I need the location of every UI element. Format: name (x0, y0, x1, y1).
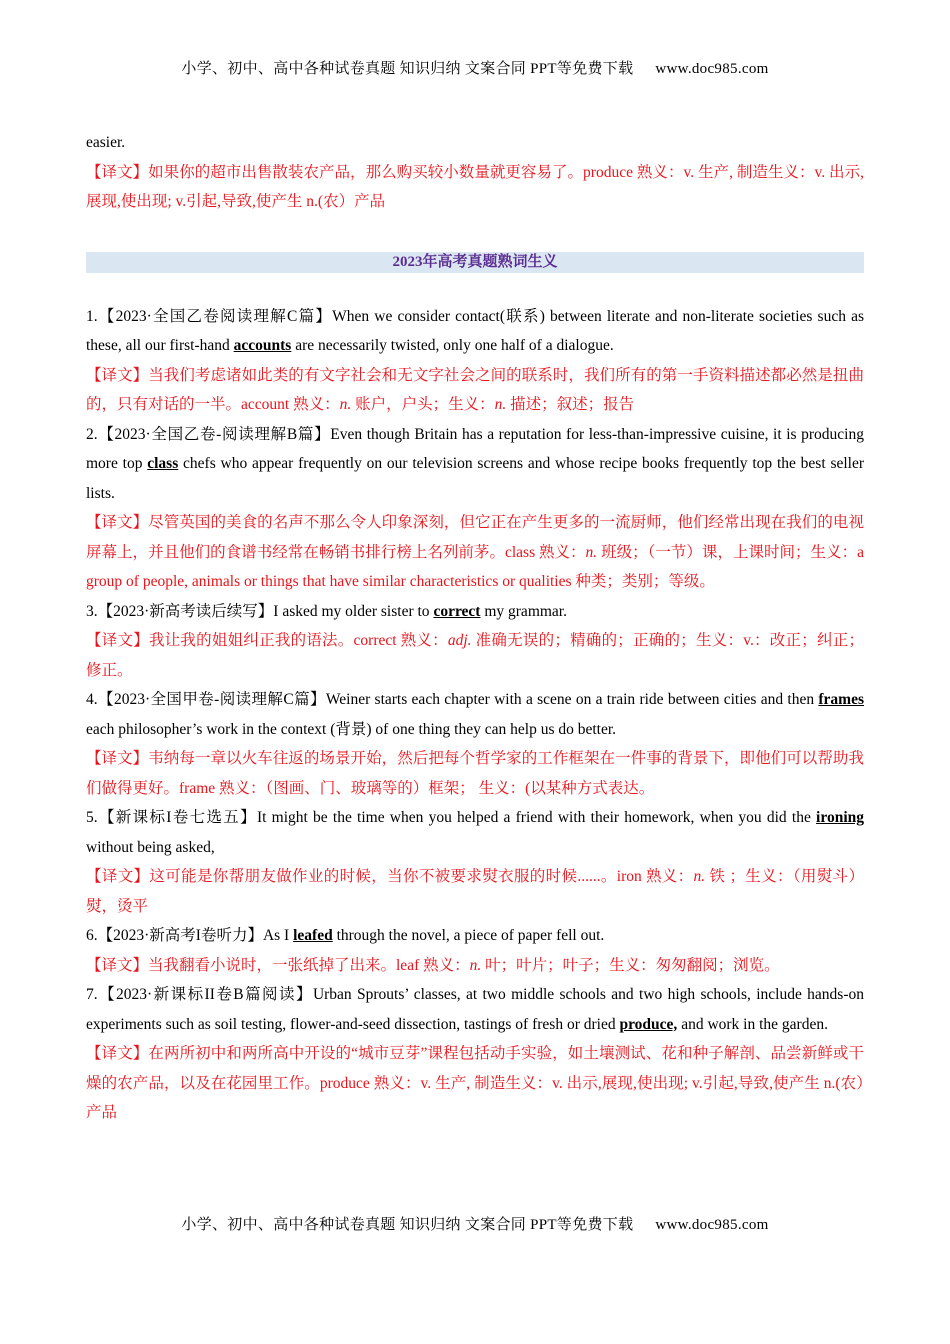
section-title: 2023年高考真题熟词生义 (86, 252, 864, 273)
item-keyword: frames (818, 691, 864, 708)
intro-translation: 【译文】如果你的超市出售散装农产品，那么购买较小数量就更容易了。produce 熟义：v. 生产, 制造生义：v. 出示,展现,使出现; v.引起,导致,使产生 n.(农）产品 (86, 163, 864, 210)
item-list (86, 302, 864, 1128)
item-sentence: 6.【2023·新高考I卷听力】As I leafed through the novel, a piece of paper fell out. (86, 927, 605, 944)
document-body (86, 128, 864, 1128)
item-keyword: produce, (619, 1015, 678, 1033)
item-source: 4.【2023·全国甲卷-阅读理解C篇】 (86, 691, 326, 708)
list-item (86, 420, 864, 597)
list-item (86, 302, 864, 420)
item-keyword: leafed (293, 927, 333, 944)
item-sentence: 4.【2023·全国甲卷-阅读理解C篇】Weiner starts each chapter with a scene on a train ride between cities and then frames each philosopher’s work in the context (背景) of one thing they can help us do better. (86, 691, 864, 738)
item-source: 7.【2023·新课标II卷B篇阅读】 (86, 986, 313, 1003)
footer-site: www.doc985.com (655, 1217, 769, 1233)
item-translation: 【译文】当我们考虑诸如此类的有文字社会和无文字社会之间的联系时，我们所有的第一手资料描述都必然是扭曲的，只有对话的一半。account 熟义：n. 账户，户头；生义：n. 描述；叙述；报告 (86, 366, 864, 413)
header-text: 小学、初中、高中各种试卷真题 知识归纳 文案合同 PPT等免费下载 (181, 61, 634, 77)
item-translation: 【译文】在两所初中和两所高中开设的“城市豆芽”课程包括动手实验，如土壤测试、花和种子解剖、品尝新鲜或干燥的农产品，以及在花园里工作。produce 熟义：v. 生产, 制造生义：v. 出示,展现,使出现; v.引起,导致,使产生 n.(农）产品 (86, 1045, 864, 1121)
item-source: 6.【2023·新高考I卷听力】 (86, 927, 263, 944)
item-sentence: 5.【新课标I卷七选五】It might be the time when you helped a friend with their homework, when you did the ironing without being asked, (86, 809, 864, 856)
item-sentence: 7.【2023·新课标II卷B篇阅读】Urban Sprouts’ classes, at two middle schools and two high schools, include hands-on experiments such as soil testing, flower-and-seed dissection, tastings of fresh or dried produce, and work in the garden. (86, 986, 864, 1033)
item-source: 5.【新课标I卷七选五】 (86, 809, 257, 826)
item-translation: 【译文】当我翻看小说时，一张纸掉了出来。leaf 熟义：n. 叶；叶片；叶子；生义：匆匆翻阅；浏览。 (86, 956, 780, 974)
list-item (86, 597, 864, 686)
item-keyword: accounts (233, 337, 292, 354)
list-item (86, 980, 864, 1128)
page-header (0, 57, 950, 78)
list-item (86, 921, 864, 980)
item-translation: 【译文】尽管英国的美食的名声不那么令人印象深刻，但它正在产生更多的一流厨师，他们经常出现在我们的电视屏幕上，并且他们的食谱书经常在畅销书排行榜上名列前茅。class 熟义：n. 班级；（一节）课，上课时间；生义：a group of people, animals or things that have similar characteristics or qualities 种类；类别；等级。 (86, 514, 864, 590)
item-sentence: 3.【2023·新高考读后续写】I asked my older sister to correct my grammar. (86, 602, 567, 620)
item-translation: 【译文】韦纳每一章以火车往返的场景开始，然后把每个哲学家的工作框架在一件事的背景下，即他们可以帮助我们做得更好。frame 熟义：（图画、门、玻璃等的）框架； 生义：(以某种方式表达。 (86, 750, 864, 797)
list-item (86, 685, 864, 803)
item-translation: 【译文】这可能是你帮朋友做作业的时候，当你不被要求熨衣服的时候......。iron 熟义：n. 铁 ；生义：（用熨斗）熨，烫平 (86, 868, 864, 915)
item-source: 3.【2023·新高考读后续写】 (86, 602, 274, 620)
item-source: 2.【2023·全国乙卷-阅读理解B篇】 (86, 425, 331, 443)
item-sentence: 2.【2023·全国乙卷-阅读理解B篇】Even though Britain has a reputation for less-than-impressive cuisine, it is producing more top class chefs who appear frequently on our television screens and whose recipe books frequently top the best seller lists. (86, 425, 865, 502)
intro-english-tail: easier. (86, 134, 126, 151)
header-site: www.doc985.com (655, 61, 769, 77)
item-sentence: 1.【2023·全国乙卷阅读理解C篇】When we consider contact(联系) between literate and non-literate societies such as these, all our first-hand accounts are necessarily twisted, only one half of a dialogue. (86, 307, 864, 354)
item-keyword: ironing (816, 809, 864, 826)
list-item (86, 803, 864, 921)
footer-text: 小学、初中、高中各种试卷真题 知识归纳 文案合同 PPT等免费下载 (181, 1217, 634, 1233)
page-footer (0, 1213, 950, 1234)
item-keyword: correct (433, 602, 481, 620)
item-translation: 【译文】我让我的姐姐纠正我的语法。correct 熟义：adj. 准确无误的；精确的；正确的；生义：v.：改正；纠正；修正。 (86, 632, 864, 679)
item-source: 1.【2023·全国乙卷阅读理解C篇】 (86, 307, 333, 325)
item-keyword: class (147, 455, 179, 472)
